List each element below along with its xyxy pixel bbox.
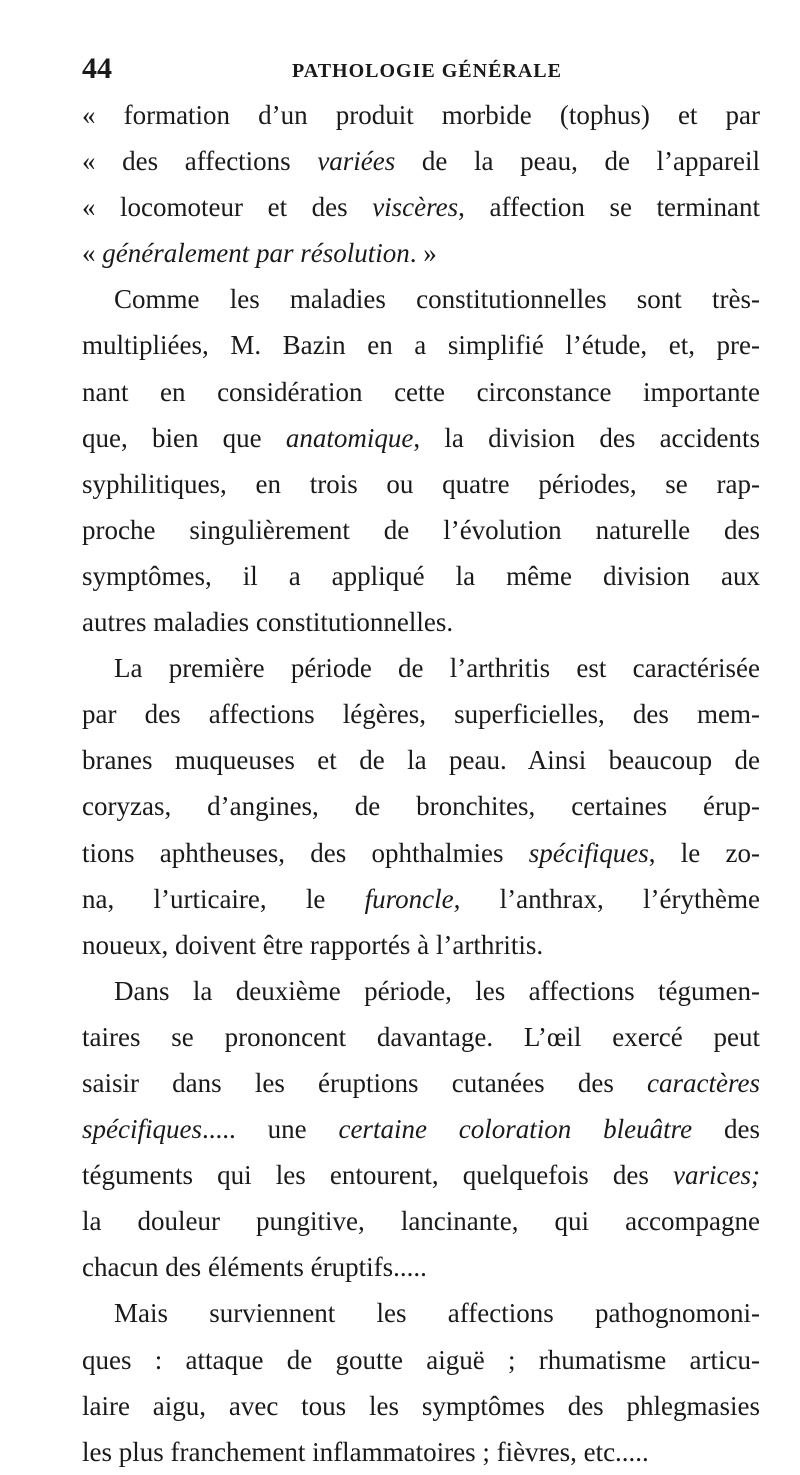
text-line bbox=[82, 830, 760, 876]
text-line bbox=[82, 1014, 760, 1060]
text-line bbox=[82, 1106, 760, 1152]
text-segment: téguments qui les entourent, quelquefois des bbox=[82, 1160, 674, 1191]
text-segment: , la division des accidents bbox=[413, 422, 761, 453]
text-segment: l’anthrax, l’érythème bbox=[460, 883, 760, 914]
text-segment: , le zo- bbox=[648, 837, 760, 868]
text-line bbox=[82, 138, 760, 184]
italic-text-segment: généralement par résolution bbox=[102, 238, 410, 269]
text-segment: nant en considération cette circonstance importante bbox=[82, 376, 760, 407]
text-segment: saisir dans les éruptions cutanées des bbox=[82, 1067, 648, 1098]
text-segment: symptômes, il a appliqué la même division aux bbox=[82, 560, 760, 591]
text-line bbox=[82, 1198, 760, 1244]
text-line bbox=[82, 553, 760, 599]
running-title: PATHOLOGIE GÉNÉRALE bbox=[292, 60, 562, 82]
text-segment: « bbox=[82, 238, 103, 269]
text-segment: na, l’urticaire, le bbox=[82, 883, 365, 914]
text-segment: tions aphtheuses, des ophthalmies bbox=[82, 837, 529, 868]
text-segment: la douleur pungitive, lancinante, qui accompagne bbox=[82, 1206, 760, 1237]
text-segment: « des affections bbox=[82, 146, 318, 177]
text-segment: Comme les maladies constitutionnelles sont très- bbox=[114, 284, 760, 315]
text-segment: de la peau, de l’appareil bbox=[395, 146, 760, 177]
text-segment: autres maladies constitutionnelles. bbox=[82, 607, 454, 638]
text-line bbox=[82, 783, 760, 829]
text-line bbox=[82, 369, 760, 415]
text-line bbox=[82, 1290, 760, 1336]
text-line bbox=[82, 1244, 760, 1290]
text-line bbox=[82, 1383, 760, 1429]
text-segment: coryzas, d’angines, de bronchites, certaines érup- bbox=[82, 791, 760, 822]
italic-text-segment: certaine coloration bleuâtre bbox=[338, 1114, 693, 1145]
text-line bbox=[82, 1337, 760, 1383]
text-segment: ..... une bbox=[201, 1114, 339, 1145]
text-segment: La première période de l’arthritis est caractérisée bbox=[114, 653, 760, 684]
text-segment: Dans la deuxième période, les affections tégumen- bbox=[114, 975, 760, 1006]
italic-text-segment: varices; bbox=[673, 1160, 760, 1191]
text-line bbox=[82, 276, 760, 322]
text-segment: taires se prononcent davantage. L’œil exercé peut bbox=[82, 1021, 760, 1052]
text-segment: multipliées, M. Bazin en a simplifié l’étude, et, pre- bbox=[82, 330, 760, 361]
text-line bbox=[82, 1152, 760, 1198]
text-segment: « formation d’un produit morbide (tophus) et par bbox=[82, 100, 760, 130]
text-line bbox=[82, 876, 760, 922]
text-segment: que, bien que bbox=[82, 422, 286, 453]
text-line bbox=[82, 968, 760, 1014]
text-segment: par des affections légères, superficielles, des mem- bbox=[82, 699, 760, 730]
italic-text-segment: viscères bbox=[372, 192, 459, 223]
text-line bbox=[82, 737, 760, 783]
italic-text-segment: variées bbox=[317, 146, 396, 177]
text-segment: laire aigu, avec tous les symptômes des phlegmasies bbox=[82, 1390, 760, 1421]
text-segment: syphilitiques, en trois ou quatre périodes, se rap- bbox=[82, 468, 760, 499]
text-segment: , affection se terminant bbox=[458, 192, 760, 223]
text-segment: proche singulièrement de l’évolution naturelle des bbox=[82, 514, 760, 545]
italic-text-segment: spécifiques bbox=[82, 1114, 202, 1145]
text-segment: chacun des éléments éruptifs..... bbox=[82, 1252, 427, 1283]
text-line bbox=[82, 415, 760, 461]
italic-text-segment: caractères bbox=[647, 1067, 760, 1098]
text-line bbox=[82, 922, 760, 968]
italic-text-segment: furoncle, bbox=[364, 883, 461, 914]
text-segment: « locomoteur et des bbox=[82, 192, 373, 223]
text-segment: les plus franchement inflammatoires ; fièvres, etc..... bbox=[82, 1436, 649, 1467]
italic-text-segment: spécifiques bbox=[528, 837, 649, 868]
italic-text-segment: anatomique bbox=[285, 422, 414, 453]
text-line bbox=[82, 461, 760, 507]
text-line bbox=[82, 691, 760, 737]
text-segment: branes muqueuses et de la peau. Ainsi beaucoup de bbox=[82, 745, 760, 776]
text-segment: Mais surviennent les affections pathognomoni- bbox=[114, 1298, 760, 1329]
text-line bbox=[82, 645, 760, 691]
page-number: 44 bbox=[82, 52, 112, 85]
text-line bbox=[82, 1429, 760, 1475]
body-text bbox=[82, 92, 760, 1475]
text-line bbox=[82, 599, 760, 645]
text-line bbox=[82, 92, 760, 138]
text-segment: noueux, doivent être rapportés à l’arthritis. bbox=[82, 929, 544, 960]
text-segment: des bbox=[692, 1114, 761, 1145]
page-header bbox=[82, 52, 762, 92]
text-line bbox=[82, 184, 760, 230]
text-line bbox=[82, 230, 760, 276]
text-line bbox=[82, 507, 760, 553]
text-line bbox=[82, 1060, 760, 1106]
text-segment: ques : attaque de goutte aiguë ; rhumatisme articu- bbox=[82, 1344, 760, 1375]
text-segment: . » bbox=[409, 238, 437, 269]
text-line bbox=[82, 322, 760, 368]
